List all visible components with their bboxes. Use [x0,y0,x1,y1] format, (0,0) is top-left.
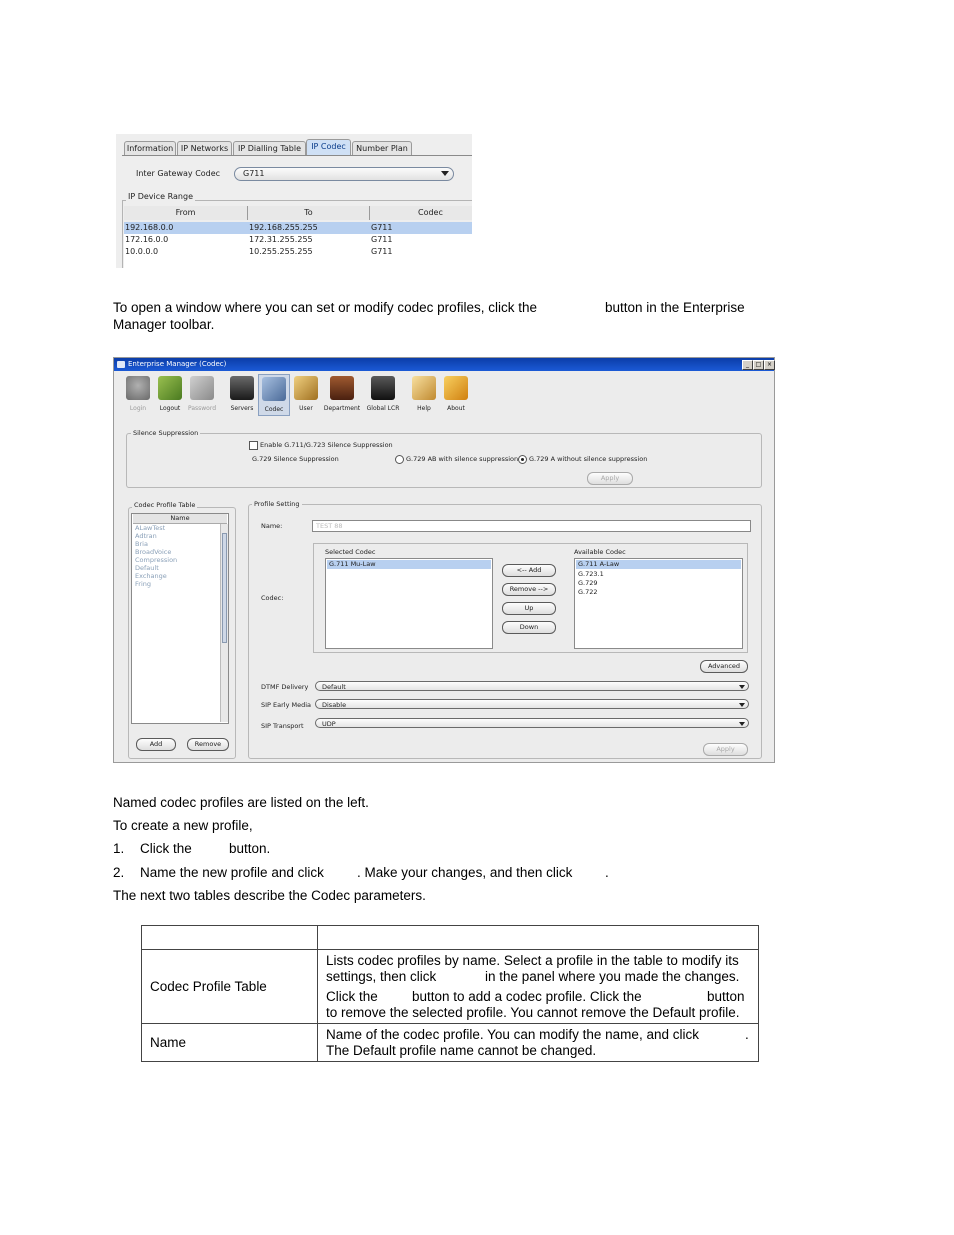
sip-transport-label: SIP Transport [261,722,304,730]
g729-ab-radio[interactable] [395,455,404,464]
available-codec-title: Available Codec [574,548,626,556]
sip-transport-value: UDP [322,720,336,728]
cell-to: 172.31.255.255 [249,235,313,244]
g729-silence-label: G.729 Silence Suppression [252,455,339,463]
profile-list-header-label: Name [170,514,190,522]
enable-silence-suppression-checkbox[interactable] [249,441,258,450]
step-1-text-a: Click the [140,841,192,856]
available-codec-list[interactable] [574,558,743,649]
codec-add-button[interactable]: <-- Add [502,564,556,577]
column-header-from[interactable]: From [124,206,248,220]
sip-early-media-label: SIP Early Media [261,701,312,709]
department-icon [330,376,354,400]
toolbar-about-button[interactable] [441,374,471,414]
list-item[interactable]: Exchange [135,572,167,580]
cell-from: 172.16.0.0 [125,235,169,244]
para-next-tables: The next two tables describe the Codec parameters. [113,888,426,903]
login-icon [126,376,150,400]
list-item[interactable]: Compression [135,556,178,564]
intro-line-1b: button in the Enterprise [605,300,745,315]
desc-cell [318,1024,759,1062]
ip-codec-screenshot [116,134,472,268]
cell-to: 192.168.255.255 [249,223,318,232]
table-header-row [142,926,759,950]
param-cell: Codec Profile Table [142,950,318,1024]
profile-apply-button[interactable]: Apply [703,743,748,756]
user-icon [294,376,318,400]
profile-list-header[interactable] [133,514,227,524]
step-2-number: 2. [113,865,125,880]
servers-icon [230,376,254,400]
g729-a-radio[interactable] [518,455,527,464]
tab-number-plan[interactable]: Number Plan [352,141,412,155]
toolbar-label: Login [129,405,147,412]
list-item[interactable]: G.723.1 [578,570,604,578]
table-row-empty [124,258,472,268]
desc-text: Click the [326,988,378,1004]
column-header-to[interactable]: To [248,206,370,220]
enterprise-manager-window [113,357,775,763]
toolbar-password-button[interactable] [187,374,217,414]
param-cell: Name [142,1024,318,1062]
desc-line [326,1005,750,1021]
list-item[interactable]: Bria [135,540,148,548]
toolbar-label: Servers [230,405,254,412]
step-2-text-b: . Make your changes, and then click [357,865,573,880]
global-lcr-icon [371,376,395,400]
desc-text: button [707,988,745,1004]
desc-text: button to add a codec profile. Click the [412,988,642,1004]
g729-a-label: G.729 A without silence suppression [529,455,648,463]
toolbar-label: Codec [264,406,284,413]
selected-codec-list[interactable] [325,558,493,649]
sip-transport-select[interactable] [315,718,749,728]
desc-line [326,969,750,985]
toolbar-label: User [299,405,313,412]
maximize-button[interactable]: □ [753,360,764,370]
cell-codec: G711 [371,247,393,256]
toolbar-logout-button[interactable] [155,374,185,414]
help-icon [412,376,436,400]
ip-device-range-title: IP Device Range [128,192,193,201]
cell-codec: G711 [371,223,393,232]
toolbar-label: Logout [159,405,181,412]
step-2-text-c: . [605,865,609,880]
desc-line [326,989,750,1005]
selected-codec-title: Selected Codec [325,548,376,556]
cell-codec: G711 [371,235,393,244]
toolbar-codec-button[interactable] [258,374,290,416]
remove-profile-button[interactable]: Remove [187,738,229,751]
step-2-text-a: Name the new profile and click [140,865,324,880]
desc-text: settings, then click [326,968,437,984]
para-named-profiles: Named codec profiles are listed on the left. [113,795,369,810]
codec-icon [262,377,286,401]
codec-remove-button[interactable]: Remove --> [502,583,556,596]
table-row [142,950,759,1024]
window-title: Enterprise Manager (Codec) [128,360,227,368]
sip-early-media-value: Disable [322,701,347,709]
add-profile-button[interactable]: Add [136,738,176,751]
list-item[interactable]: G.711 A-Law [576,560,741,569]
scrollbar-thumb[interactable] [222,533,227,643]
step-1-text-b: button. [229,841,271,856]
column-header-codec[interactable] [370,206,472,220]
desc-text: in the panel where you made the changes. [485,968,740,984]
dtmf-delivery-select[interactable] [315,681,749,691]
profile-setting-title: Profile Setting [254,500,300,508]
desc-line [326,1027,750,1043]
list-item[interactable]: G.729 [578,579,598,587]
cell-from: 192.168.0.0 [125,223,174,232]
profile-list[interactable] [131,513,229,724]
codec-down-button[interactable]: Down [502,621,556,634]
desc-text: Lists codec profiles by name. Select a profile in the table to modify its [326,952,739,968]
tab-ip-dialling-table[interactable]: IP Dialling Table [233,141,306,155]
toolbar-label: Global LCR [366,405,400,412]
inter-gateway-codec-select[interactable] [234,167,454,181]
dtmf-delivery-label: DTMF Delivery [261,683,309,691]
tab-ip-networks[interactable]: IP Networks [177,141,232,155]
profile-list-scrollbar[interactable] [220,524,228,722]
table-row [142,1024,759,1062]
table-header-cell [142,926,318,950]
chevron-down-icon [441,171,449,176]
logout-icon [158,376,182,400]
toolbar-label: About [447,405,465,412]
table-row[interactable] [124,222,472,234]
silence-apply-button[interactable]: Apply [587,472,633,485]
dtmf-delivery-value: Default [322,683,346,691]
inter-gateway-codec-value: G711 [243,169,265,178]
list-item[interactable]: ALawTest [135,524,166,532]
app-icon [117,361,125,368]
toolbar-user-button[interactable] [291,374,321,414]
tab-ip-codec[interactable]: IP Codec [306,139,351,155]
desc-text: to remove the selected profile. You cannot remove the Default profile. [326,1004,740,1020]
list-item[interactable]: G.722 [578,588,598,596]
step-1-number: 1. [113,841,125,856]
enable-silence-suppression-label: Enable G.711/G.723 Silence Suppression [260,441,393,449]
silence-suppression-title: Silence Suppression [133,429,199,437]
profile-name-label: Name: [261,522,283,530]
toolbar-label: Help [417,405,431,412]
advanced-button[interactable]: Advanced [700,660,748,673]
chevron-down-icon [739,685,745,689]
codec-parameters-table [141,925,759,1062]
codec-profile-table-title: Codec Profile Table [134,501,196,509]
codec-up-button[interactable]: Up [502,602,556,615]
list-item[interactable]: Default [135,564,159,572]
intro-line-2: Manager toolbar. [113,317,215,332]
list-item[interactable]: G.711 Mu-Law [327,560,491,569]
toolbar-department-button[interactable] [323,374,361,414]
toolbar-login-button[interactable] [123,374,153,414]
toolbar-servers-button[interactable] [227,374,257,414]
list-item[interactable]: Adtran [135,532,157,540]
chevron-down-icon [739,722,745,726]
table-row[interactable] [124,246,472,258]
toolbar-help-button[interactable] [409,374,439,414]
intro-line-1a: To open a window where you can set or modify codec profiles, click the [113,300,537,315]
table-header-cell [318,926,759,950]
toolbar-label: Department [323,405,361,412]
column-header-codec-label: Codec [418,208,443,217]
table-row[interactable] [124,234,472,246]
codec-label: Codec: [261,594,284,602]
cell-to: 10.255.255.255 [249,247,313,256]
cell-from: 10.0.0.0 [125,247,159,256]
desc-text: The Default profile name cannot be changed. [326,1042,597,1058]
about-icon [444,376,468,400]
profile-name-input[interactable]: TEST 88 [312,520,751,532]
chevron-down-icon [739,703,745,707]
desc-text: . [745,1026,749,1042]
password-icon [190,376,214,400]
toolbar-label: Password [187,405,217,412]
desc-cell [318,950,759,1024]
desc-line [326,953,750,969]
close-button[interactable]: × [764,360,775,370]
tab-information[interactable]: Information [124,141,176,155]
minimize-button[interactable]: _ [742,360,753,370]
desc-text: Name of the codec profile. You can modify the name, and click [326,1026,699,1042]
list-item[interactable]: BroadVoice [135,548,172,556]
para-create-profile: To create a new profile, [113,818,253,833]
sip-early-media-select[interactable] [315,699,749,709]
desc-line [326,1043,750,1059]
toolbar-global-lcr-button[interactable] [368,374,398,414]
list-item[interactable]: Fring [135,580,151,588]
g729-ab-label: G.729 AB with silence suppression [406,455,519,463]
inter-gateway-codec-label: Inter Gateway Codec [136,169,221,178]
tab-divider [122,155,472,156]
window-title-bar[interactable] [114,358,774,371]
